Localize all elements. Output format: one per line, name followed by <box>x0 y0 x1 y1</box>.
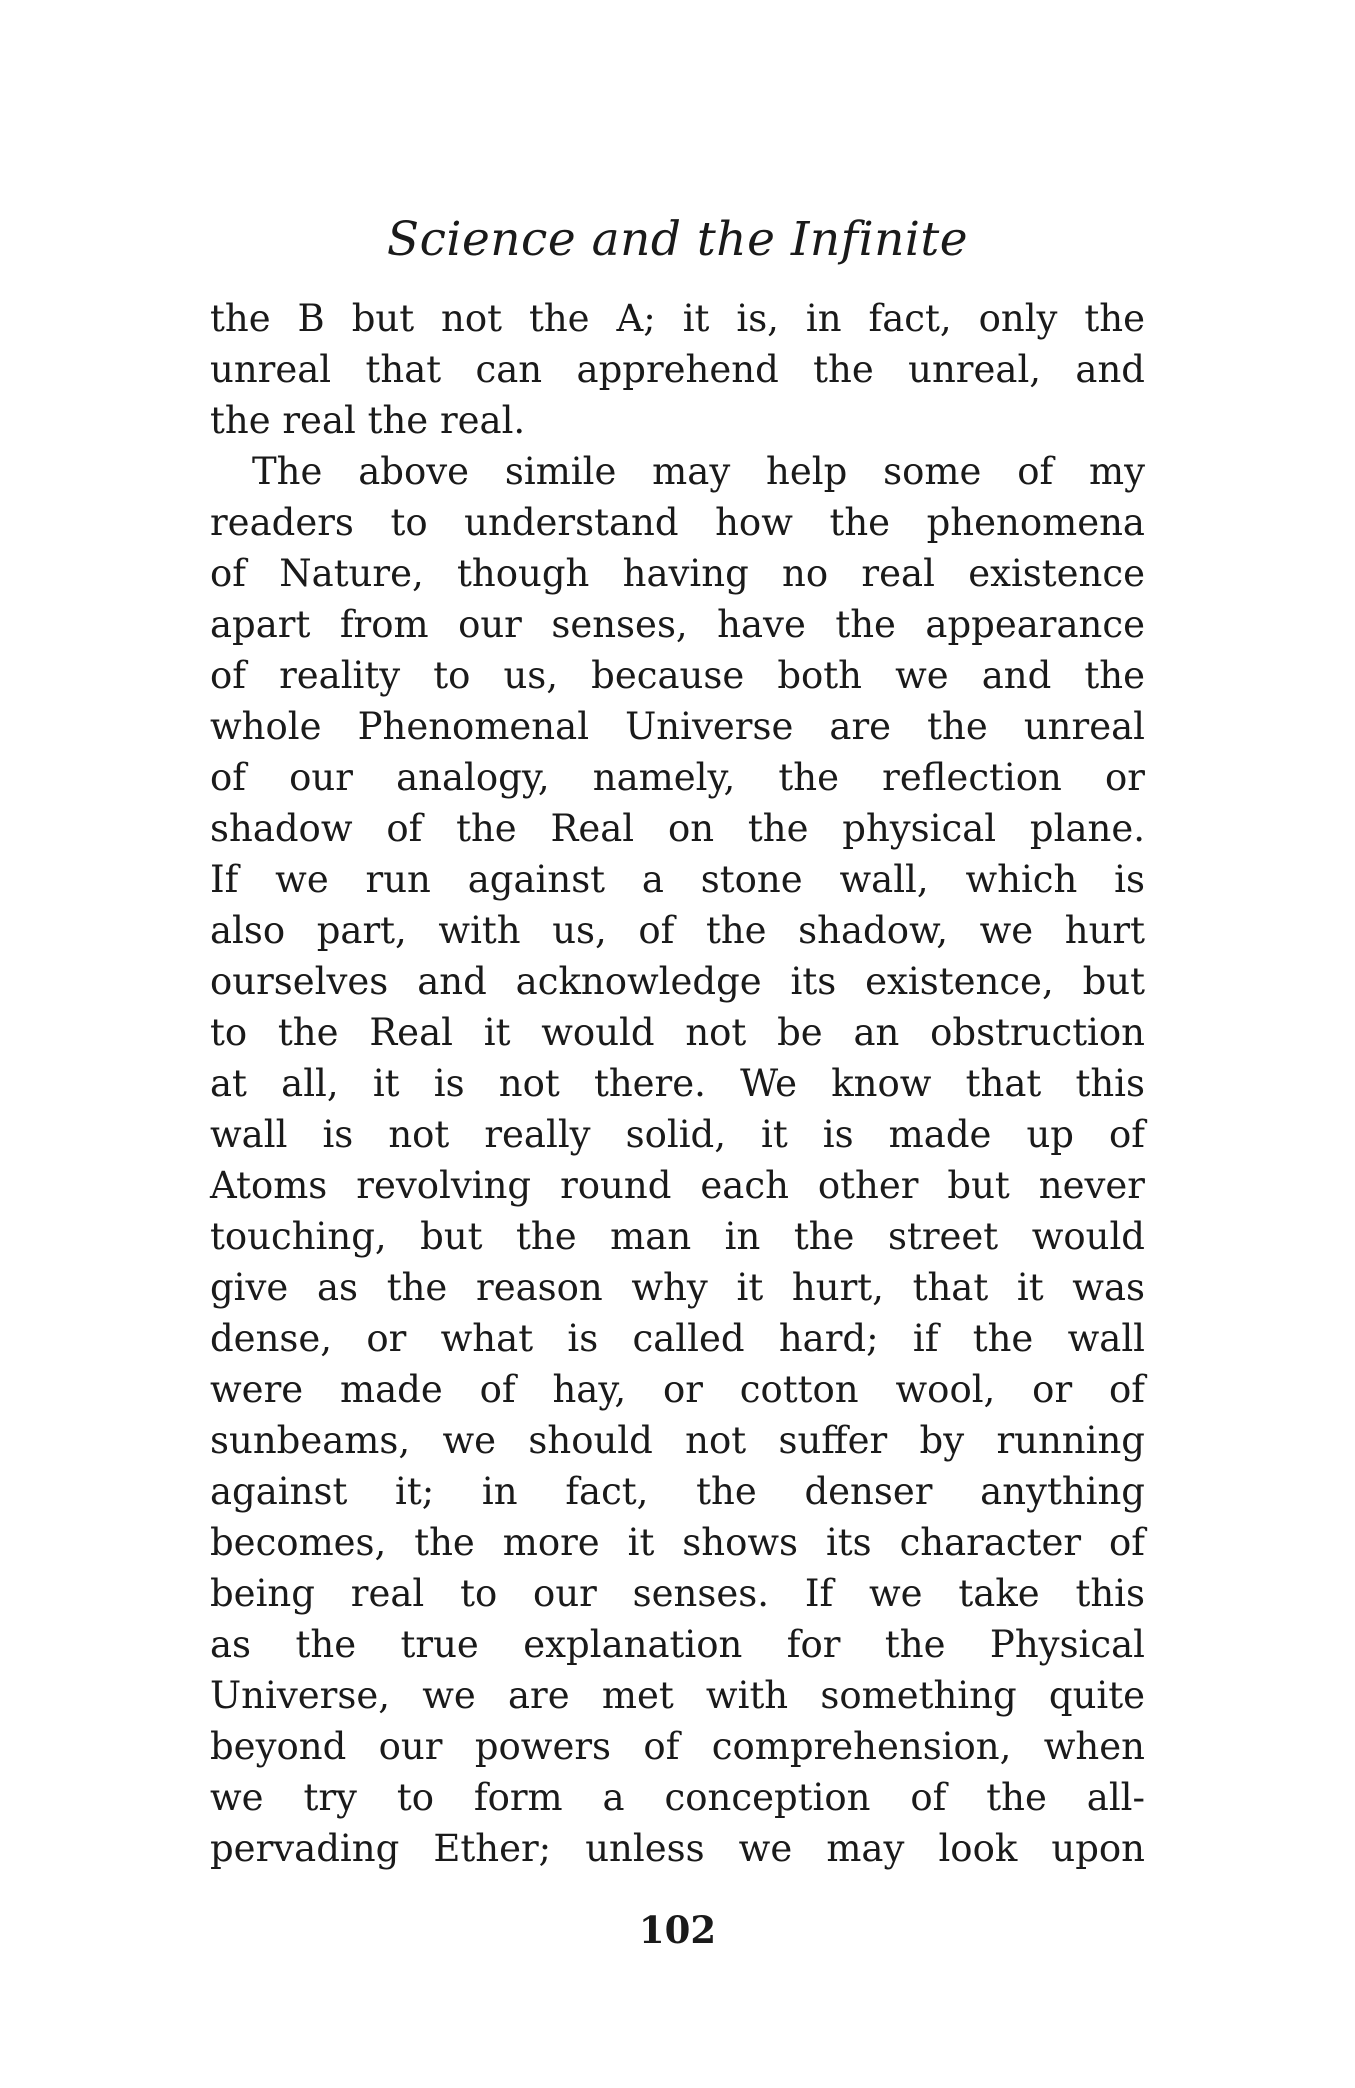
text-line: shadow of the Real on the physical plane. <box>210 807 1145 850</box>
text-line: being real to our senses. If we take this <box>210 1572 1145 1615</box>
text-line: of reality to us, because both we and the <box>210 654 1145 697</box>
text-line: were made of hay, or cotton wool, or of <box>210 1368 1145 1411</box>
text-line: whole Phenomenal Universe are the unreal <box>210 705 1145 748</box>
text-line: also part, with us, of the shadow, we hurt <box>210 909 1145 952</box>
text-line: to the Real it would not be an obstruction <box>210 1011 1145 1054</box>
text-line: The above simile may help some of my <box>252 450 1145 493</box>
text-line: beyond our powers of comprehension, when <box>210 1725 1145 1768</box>
text-line: give as the reason why it hurt, that it was <box>210 1266 1145 1309</box>
text-line: wall is not really solid, it is made up of <box>210 1113 1145 1156</box>
text-line: touching, but the man in the street would <box>210 1215 1145 1258</box>
text-line: unreal that can apprehend the unreal, and <box>210 348 1145 391</box>
text-line: If we run against a stone wall, which is <box>210 858 1145 901</box>
text-line: Atoms revolving round each other but never <box>210 1164 1145 1207</box>
text-line: the real the real. <box>210 399 526 442</box>
running-head-title: Science and the Infinite <box>386 212 969 267</box>
body-text <box>210 293 1145 1874</box>
text-line: as the true explanation for the Physical <box>210 1623 1145 1666</box>
text-line: pervading Ether; unless we may look upon <box>210 1827 1145 1870</box>
text-line: the B but not the A; it is, in fact, only the <box>210 297 1145 340</box>
text-line: apart from our senses, have the appearance <box>210 603 1145 646</box>
text-line: of our analogy, namely, the reflection or <box>210 756 1145 799</box>
text-line: of Nature, though having no real existence <box>210 552 1145 595</box>
text-line: ourselves and acknowledge its existence, but <box>210 960 1145 1003</box>
text-line: at all, it is not there. We know that this <box>210 1062 1145 1105</box>
text-line: readers to understand how the phenomena <box>210 501 1145 544</box>
text-line: we try to form a conception of the all- <box>210 1776 1145 1819</box>
text-line: against it; in fact, the denser anything <box>210 1470 1145 1513</box>
text-line: Universe, we are met with something quite <box>210 1674 1145 1717</box>
text-line: dense, or what is called hard; if the wall <box>210 1317 1145 1360</box>
text-line: becomes, the more it shows its character of <box>210 1521 1145 1564</box>
page-number: 102 <box>638 1908 717 1952</box>
text-line: sunbeams, we should not suffer by running <box>210 1419 1145 1462</box>
